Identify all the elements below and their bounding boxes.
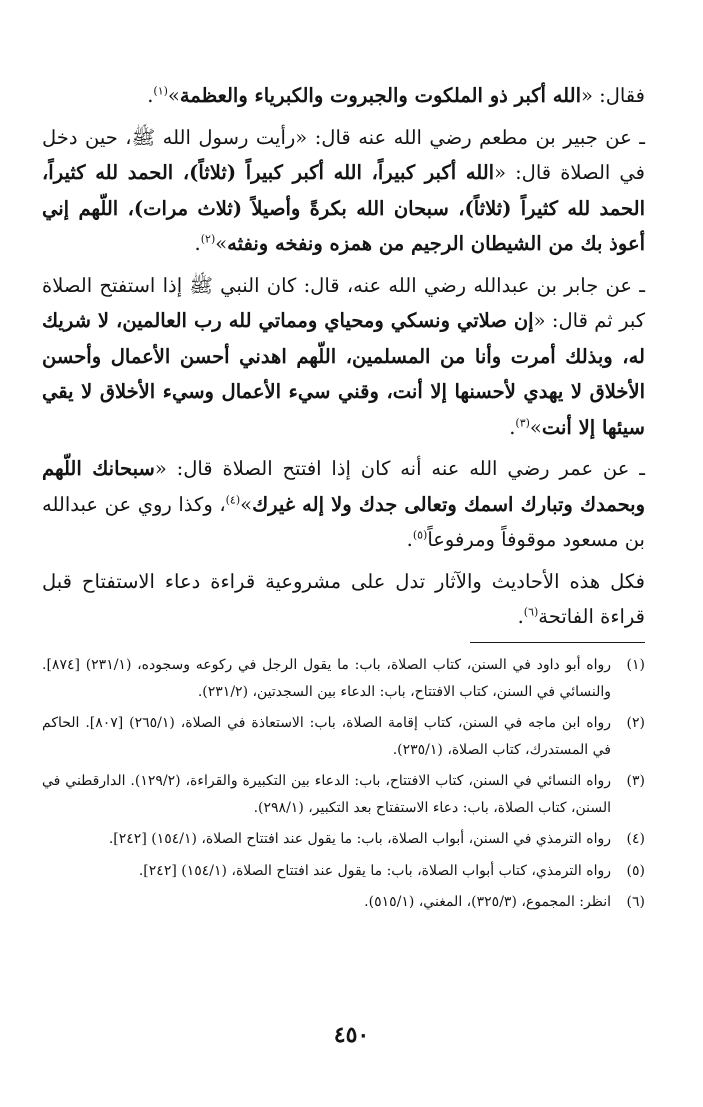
p3-quote-close: »	[529, 415, 542, 439]
footnote-ref-2: (٢)	[200, 232, 216, 246]
footnote-5	[42, 858, 645, 885]
p4-quote: سبحانك اللّهم وبحمدك وتبارك اسمك وتعالى جدك ولا إله غيرك	[42, 457, 646, 516]
p2-quote-close: »	[215, 232, 228, 255]
footnote-text: رواه أبو داود في السنن، كتاب الصلاة، باب: ما يقول الرجل في ركوعه وسجوده، (٢٣١/١) [٨٧٤]. والنسائي في السنن، كتاب الافتتاح، باب: الدعاء بين السجدتين، (٢٣١/٢).	[42, 657, 611, 700]
footnote-text: رواه النسائي في السنن، كتاب الافتتاح، باب: الدعاء بين التكبيرة والقراءة، (١٢٩/٢). الدارقطني في السنن، كتاب الصلاة، باب: دعاء الاستفتاح بعد التكبير، (٢٩٨/١).	[42, 773, 611, 816]
p3-quote: إن صلاتي ونسكي ومحياي ومماتي لله رب العالمين، لا شريك له، وبذلك أمرت وأنا من المسلمين، اللّهم اهدني أحسن الأعمال وأحسن الأخلاق لا يهدي لأحسنها إلا أنت، وقني سيء الأعمال وسيء الأخلاق لا يقي سيئها إلا أنت	[42, 309, 645, 439]
footnote-2	[42, 710, 645, 763]
footnote-number: (١)	[626, 657, 645, 673]
p5-end: .	[517, 605, 524, 628]
footnote-ref-6: (٦)	[523, 605, 539, 619]
p4-intro: ـ عن عمر رضي الله عنه أنه كان إذا افتتح الصلاة قال: «	[154, 457, 645, 480]
p3-intro: ـ عن جابر بن عبدالله رضي الله عنه، قال: كان النبي ﷺ إذا استفتح الصلاة كبر ثم قال: «	[42, 273, 646, 332]
footnote-6	[42, 889, 645, 916]
footnote-text: انظر: المجموع، (٣٢٥/٣)، المغني، (٥١٥/١).	[364, 894, 611, 910]
footnote-number: (٥)	[626, 862, 645, 879]
page-number: ٤٥٠	[333, 1022, 370, 1048]
p1-quote-close: »	[167, 84, 180, 107]
p2-end: .	[194, 232, 201, 255]
footnote-separator	[470, 642, 645, 643]
footnote-text: رواه الترمذي في السنن، أبواب الصلاة، باب: ما يقول عند افتتاح الصلاة، (١٥٤/١) [٢٤٢].	[108, 831, 611, 847]
footnote-3	[42, 768, 645, 821]
p4-continuation: ، وكذا روي عن عبدالله بن مسعود موقوفاً ومرفوعاً	[42, 492, 645, 551]
footnote-number: (٢)	[626, 715, 645, 731]
footnote-4	[42, 826, 645, 853]
footnote-ref-5: (٥)	[412, 528, 428, 542]
footnote-ref-1: (١)	[153, 84, 168, 98]
footnote-number: (٤)	[626, 831, 645, 847]
p1-quote: الله أكبر ذو الملكوت والجبروت والكبرياء والعظمة	[179, 84, 581, 107]
p1-end: .	[147, 84, 154, 107]
p5-text: فكل هذه الأحاديث والآثار تدل على مشروعية قراءة دعاء الاستفتاح قبل قراءة الفاتحة	[42, 569, 645, 628]
paragraph-3	[42, 268, 645, 446]
paragraph-1	[42, 78, 645, 114]
p4-quote-close: »	[240, 492, 253, 516]
p2-intro: ـ عن جبير بن مطعم رضي الله عنه قال: «رأيت رسول الله ﷺ، حين دخل في الصلاة قال: «	[42, 125, 645, 184]
footnote-ref-4: (٤)	[225, 493, 241, 506]
paragraph-2	[42, 120, 645, 262]
paragraph-4	[42, 451, 645, 558]
footnote-number: (٦)	[626, 894, 645, 910]
paragraph-5	[42, 564, 645, 635]
p1-intro: فقال: «	[581, 84, 645, 107]
footnote-ref-3: (٣)	[515, 416, 530, 429]
p2-quote: الله أكبر كبيراً، الله أكبر كبيراً (ثلاثاً)، الحمد لله كثيراً، الحمد لله كثيراً (ثلاثاً)، سبحان الله بكرةً وأصيلاً (ثلاث مرات)، اللّهم إني أعوذ بك من الشيطان الرجيم من همزه ونفخه ونفثه	[42, 161, 645, 255]
footnote-text: رواه ابن ماجه في السنن، كتاب إقامة الصلاة، باب: الاستعاذة في الصلاة، (٢٦٥/١) [٨٠٧]. الحاكم في المستدرك، كتاب الصلاة، (٢٣٥/١).	[42, 715, 611, 758]
footnote-1	[42, 652, 645, 705]
p3-end: .	[509, 415, 516, 439]
footnote-text: رواه الترمذي، كتاب أبواب الصلاة، باب: ما يقول عند افتتاح الصلاة، (١٥٤/١) [٢٤٢].	[138, 862, 611, 879]
p4-end: .	[406, 528, 413, 551]
footnote-number: (٣)	[626, 773, 645, 789]
footnotes	[42, 652, 645, 921]
main-text	[42, 78, 645, 641]
